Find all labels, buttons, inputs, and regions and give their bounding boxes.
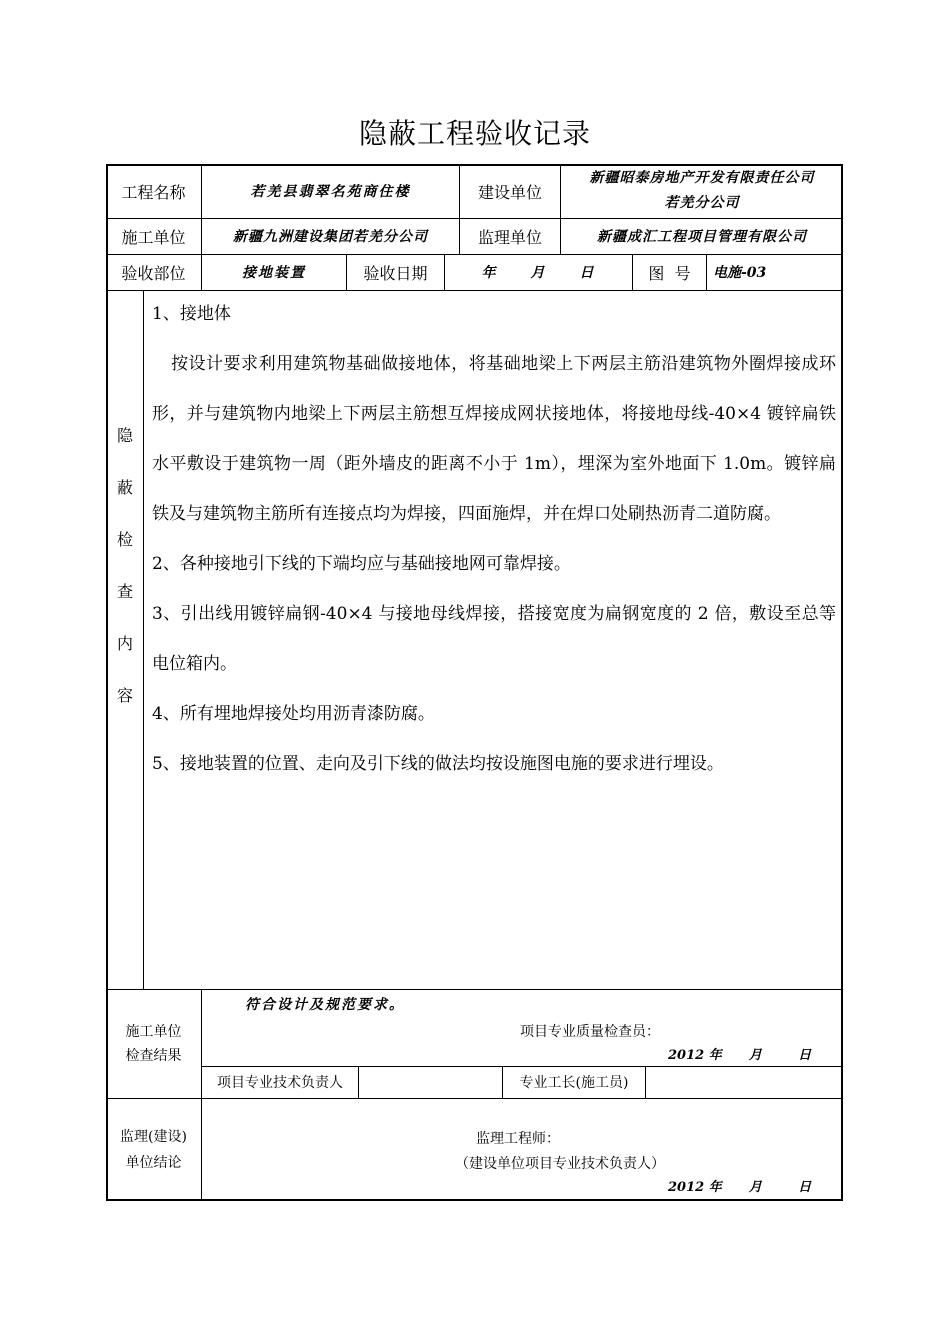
- date-year: 年: [481, 265, 498, 281]
- owner-value: [561, 164, 843, 218]
- row-divider: [106, 1098, 843, 1099]
- content-item: 3、引出线用镀锌扁钢-40×4 与接地母线焊接，搭接宽度为扁钢宽度的 2 倍，敷设至总等电位箱内。: [152, 604, 836, 674]
- supervision-label: [106, 1098, 201, 1201]
- quality-inspector-label: 项目专业质量检查员：: [520, 1024, 660, 1040]
- col-divider: [143, 290, 144, 989]
- part-value: 接地装置: [242, 265, 306, 281]
- project-name-value: 若羌县翡翠名苑商住楼: [250, 184, 411, 200]
- side-char: 蔽: [116, 478, 133, 497]
- check-date: 2012 年 月 日: [668, 1048, 812, 1063]
- content-item: 2、各种接地引下线的下端均应与基础接地网可靠焊接。: [152, 554, 571, 574]
- check-label-line1: 施工单位: [125, 1023, 182, 1040]
- supervising-engineer-label: 监理工程师：: [476, 1131, 560, 1147]
- owner-value-line2: 若羌分公司: [664, 195, 740, 211]
- acceptance-date: [445, 254, 632, 290]
- row-divider: [106, 989, 843, 990]
- col-divider: [645, 1066, 646, 1098]
- supervision-date: 2012 年 月 日: [668, 1180, 812, 1195]
- check-result-text: 符合设计及规范要求。: [245, 997, 405, 1013]
- date-month: 月: [530, 265, 547, 281]
- owner-tech-lead-label: （建设单位项目专业技术负责人）: [455, 1156, 665, 1172]
- foreman-label: 专业工长(施工员): [519, 1075, 629, 1091]
- col-divider: [358, 1066, 359, 1098]
- page-title: 隐蔽工程验收记录: [358, 117, 591, 150]
- content-item: 4、所有埋地焊接处均用沥青漆防腐。: [152, 704, 435, 724]
- side-char: 查: [116, 582, 133, 601]
- content-item: 5、接地装置的位置、走向及引下线的做法均按设施图电施的要求进行埋设。: [152, 754, 724, 774]
- hidden-inspection-side-label: [107, 410, 143, 722]
- content-paragraph: 按设计要求利用建筑物基础做接地体，将基础地梁上下两层主筋沿建筑物外圈焊接成环形，并与建筑物内地梁上下两层主筋想互焊接成网状接地体，将接地母线-40×4 镀锌扁铁水平敷设于建筑物一周（距外墙皮的距离不小于 1m），埋深为室外地面下 1.0m。镀锌扁铁及与建筑物主筋所有连接点均为焊接，四面施焊，并在焊口处刷热沥青二道防腐。: [152, 354, 836, 524]
- supervisor-value: 新疆成汇工程项目管理有限公司: [597, 229, 807, 245]
- supervision-label-line1: 监理(建设): [120, 1128, 187, 1145]
- owner-value-line1: 新疆昭泰房地产开发有限责任公司: [589, 170, 815, 186]
- inspection-content: [152, 289, 836, 789]
- side-char: 内: [116, 634, 133, 653]
- supervision-label-line2: 单位结论: [125, 1154, 182, 1171]
- check-result-label: [106, 989, 201, 1098]
- date-label: 验收日期: [363, 263, 428, 283]
- date-day: 日: [579, 265, 596, 281]
- drawing-number: 电施-03: [713, 265, 767, 281]
- project-name-label: 工程名称: [121, 182, 186, 202]
- content-item: 1、接地体: [152, 304, 231, 324]
- supervisor-label: 监理单位: [477, 227, 542, 247]
- side-char: 容: [116, 686, 133, 705]
- side-char: 隐: [116, 426, 133, 445]
- part-label: 验收部位: [121, 263, 186, 283]
- drawing-label: 图 号: [648, 263, 691, 283]
- contractor-value: 新疆九洲建设集团若羌分公司: [233, 229, 428, 245]
- contractor-label: 施工单位: [121, 227, 186, 247]
- owner-label: 建设单位: [477, 182, 542, 202]
- side-char: 检: [116, 530, 133, 549]
- check-label-line2: 检查结果: [125, 1047, 182, 1064]
- tech-lead-label: 项目专业技术负责人: [217, 1075, 343, 1091]
